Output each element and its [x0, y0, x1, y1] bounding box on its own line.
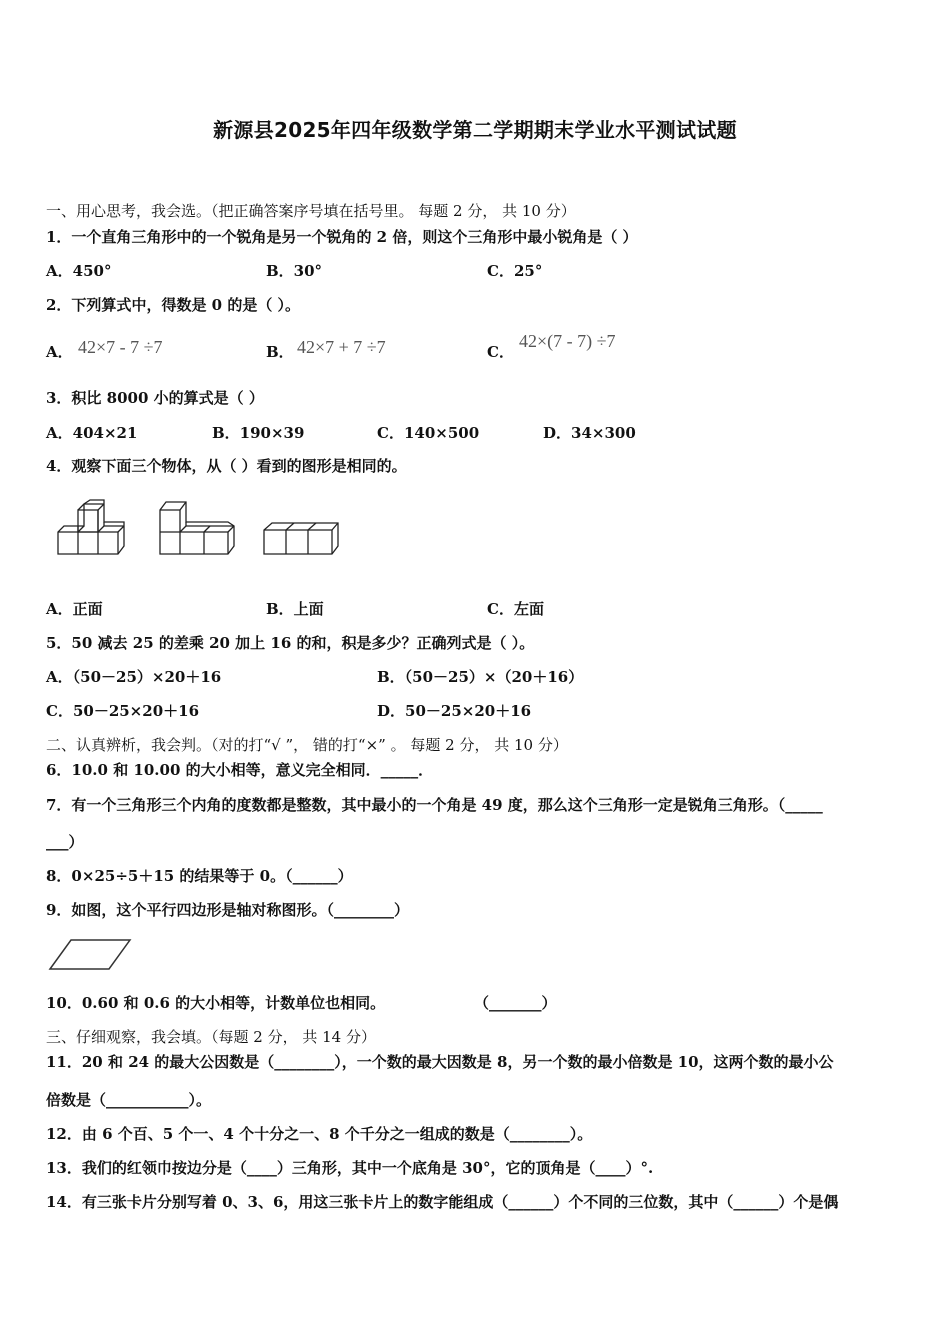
question-13: 13．我们的红领巾按边分是（____）三角形，其中一个底角是 30°，它的顶角是（____）°. [46, 1159, 654, 1177]
question-7-line-1: 7．有一个三角形三个内角的度数都是整数，其中最小的一个角是 49 度，那么这个三角形一定是锐角三角形。（_____ [46, 796, 823, 814]
section-2-header: 二、认真辨析，我会判。（对的打“√ ”， 错的打“×” 。 每题 2 分， 共 10 分） [46, 736, 568, 754]
question-10: 10．0.60 和 0.6 的大小相等，计数单位也相同。 [46, 994, 386, 1012]
q2-option-a-label: A． [46, 343, 73, 361]
q3-option-d: D．34×300 [543, 424, 636, 442]
q4-option-a: A．正面 [46, 600, 103, 618]
question-11-line-1: 11．20 和 24 的最大公因数是（________），一个数的最大因数是 8，另一个数的最小倍数是 10，这两个数的最小公 [46, 1053, 834, 1071]
q5-option-a: A．（50－25）×20＋16 [46, 668, 222, 686]
section-1-header: 一、用心思考，我会选。（把正确答案序号填在括号里。 每题 2 分， 共 10 分） [46, 202, 576, 220]
q1-option-c: C．25° [487, 262, 543, 280]
q4-option-b: B．上面 [266, 600, 324, 618]
question-14: 14．有三张卡片分别写着 0、3、6，用这三张卡片上的数字能组成（______）个不同的三位数，其中（______）个是偶 [46, 1193, 839, 1211]
question-5: 5．50 减去 25 的差乘 20 加上 16 的和，积是多少？正确列式是（ ）。 [46, 634, 535, 652]
q5-option-b: B．（50－25）×（20＋16） [377, 668, 584, 686]
q3-option-c: C．140×500 [377, 424, 480, 442]
q2-option-a-expression: 42×7 - 7 ÷7 [78, 337, 163, 357]
q1-option-a: A．450° [46, 262, 112, 280]
question-10-blank: （_______） [474, 994, 557, 1012]
cube-figure-3 [262, 520, 342, 558]
question-7-line-2: ___） [46, 833, 84, 851]
q5-option-d: D．50－25×20＋16 [377, 702, 532, 720]
q2-option-c-expression: 42×(7 - 7) ÷7 [519, 331, 616, 351]
q2-option-b-expression: 42×7 + 7 ÷7 [297, 337, 386, 357]
question-9: 9．如图，这个平行四边形是轴对称图形。（________） [46, 901, 409, 919]
question-11-line-2: 倍数是（___________）。 [46, 1091, 212, 1109]
section-3-header: 三、仔细观察，我会填。（每题 2 分， 共 14 分） [46, 1028, 376, 1046]
question-2: 2．下列算式中，得数是 0 的是（ ）。 [46, 296, 301, 314]
question-1: 1．一个直角三角形中的一个锐角是另一个锐角的 2 倍，则这个三角形中最小锐角是（ ） [46, 228, 638, 246]
cube-figure-1 [50, 500, 130, 558]
cube-figure-2 [158, 500, 238, 558]
q3-option-b: B．190×39 [212, 424, 305, 442]
q2-option-b-label: B． [266, 343, 294, 361]
question-8: 8．0×25÷5＋15 的结果等于 0。（______） [46, 867, 353, 885]
question-6: 6．10.0 和 10.00 的大小相等，意义完全相同．_____． [46, 761, 434, 779]
q1-option-b: B．30° [266, 262, 323, 280]
question-4: 4．观察下面三个物体，从（ ）看到的图形是相同的。 [46, 457, 407, 475]
q5-option-c: C．50－25×20＋16 [46, 702, 200, 720]
parallelogram-figure [48, 938, 132, 972]
page-title: 新源县2025年四年级数学第二学期期末学业水平测试试题 [213, 118, 737, 142]
question-12: 12．由 6 个百、5 个一、4 个十分之一、8 个千分之一组成的数是（________）。 [46, 1125, 593, 1143]
q3-option-a: A．404×21 [46, 424, 138, 442]
q4-option-c: C．左面 [487, 600, 544, 618]
question-3: 3．积比 8000 小的算式是（ ） [46, 389, 264, 407]
q2-option-c-label: C． [487, 343, 514, 361]
